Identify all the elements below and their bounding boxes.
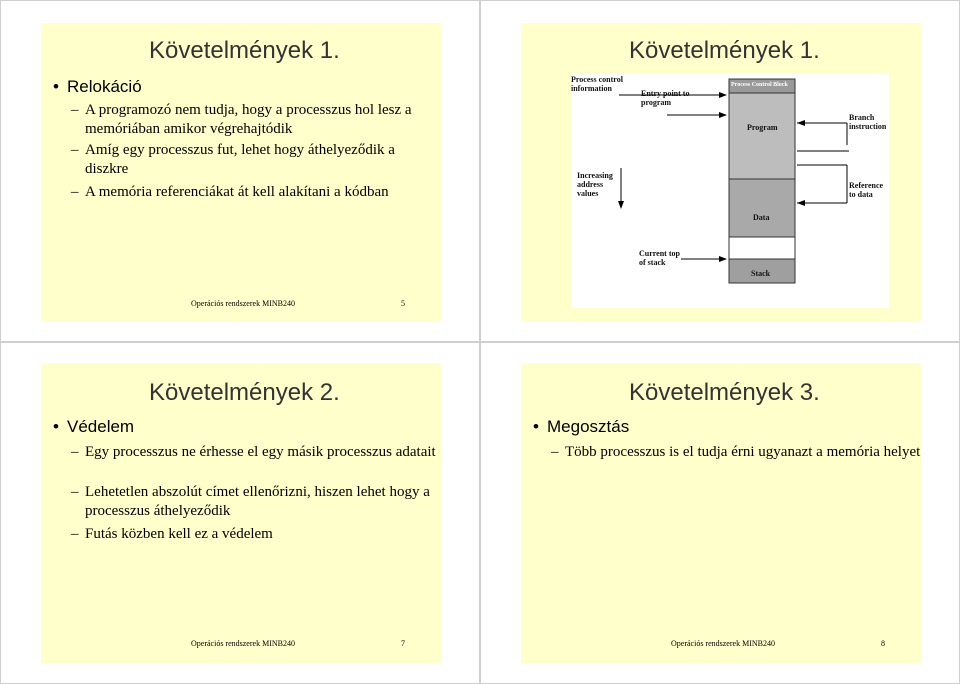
bullet-dot-icon: • [53, 77, 59, 96]
dash-icon: – [551, 444, 559, 460]
sub-item-text: A memória referenciákat át kell alakítani a kódban [85, 184, 389, 200]
footer-page-number: 8 [881, 639, 885, 648]
sub-item-text: Lehetetlen abszolút címet ellenőrizni, hiszen lehet hogy a processzus áthelyeződik [85, 484, 430, 519]
slide-cell-7 [0, 342, 480, 684]
bullet-label: Megosztás [547, 417, 630, 436]
slide-7 [41, 363, 441, 663]
process-image-diagram [571, 73, 889, 308]
sub-item [71, 101, 441, 139]
dash-icon: – [71, 526, 79, 542]
dash-icon: – [71, 184, 79, 200]
label-process-control-information: Process control information [571, 75, 623, 93]
slide-6 [521, 23, 921, 321]
slide-title: Követelmények 1. [629, 37, 820, 64]
sub-item-text: A programozó nem tudja, hogy a processzus hol lesz a memóriában amikor végrehajtódik [85, 102, 412, 137]
bullet-item [53, 77, 142, 97]
sub-item-text: Több processzus is el tudja érni ugyanazt a memória helyet [565, 444, 921, 460]
sub-item [71, 525, 441, 544]
label-stack: Stack [751, 269, 771, 278]
sub-item [71, 483, 441, 521]
slide-cell-5 [0, 0, 480, 342]
sub-item-text: Egy processzus ne érhesse el egy másik processzus adatait [85, 444, 436, 460]
dash-icon: – [71, 142, 79, 158]
sub-item [71, 443, 441, 462]
sub-item [71, 141, 441, 179]
bullet-label: Relokáció [67, 77, 142, 96]
slide-title: Követelmények 2. [149, 379, 340, 406]
label-entry-point: Entry point to program [641, 89, 690, 107]
footer-course: Operációs rendszerek MINB240 [191, 299, 295, 308]
dash-icon: – [71, 444, 79, 460]
dash-icon: – [71, 102, 79, 118]
slide-title: Követelmények 1. [149, 37, 340, 64]
bullet-item [533, 417, 629, 437]
label-branch-instruction: Branch instruction [849, 113, 887, 131]
slide-cell-6 [480, 0, 960, 342]
sub-item-text: Futás közben kell ez a védelem [85, 526, 273, 542]
bullet-dot-icon: • [533, 417, 539, 436]
footer-course: Operációs rendszerek MINB240 [191, 639, 295, 648]
footer-course: Operációs rendszerek MINB240 [671, 639, 775, 648]
bullet-dot-icon: • [53, 417, 59, 436]
sub-item-text: Amíg egy processzus fut, lehet hogy áthelyeződik a diszkre [85, 142, 395, 177]
slide-title: Követelmények 3. [629, 379, 820, 406]
label-increasing-address: Increasing address values [577, 171, 613, 198]
label-current-top-of-stack: Current top of stack [639, 249, 680, 267]
bullet-item [53, 417, 134, 437]
label-data: Data [753, 213, 770, 222]
label-reference-to-data: Reference to data [849, 181, 884, 199]
slide-5 [41, 23, 441, 321]
sub-item [71, 183, 441, 202]
slide-cell-8 [480, 342, 960, 684]
sub-item [551, 443, 921, 462]
footer-page-number: 7 [401, 639, 405, 648]
dash-icon: – [71, 484, 79, 500]
label-pcb: Process Control Block [731, 82, 788, 88]
bullet-label: Védelem [67, 417, 135, 436]
diagram-lines [571, 73, 889, 308]
footer-page-number: 5 [401, 299, 405, 308]
slide-8 [521, 363, 921, 663]
label-program: Program [747, 123, 778, 132]
